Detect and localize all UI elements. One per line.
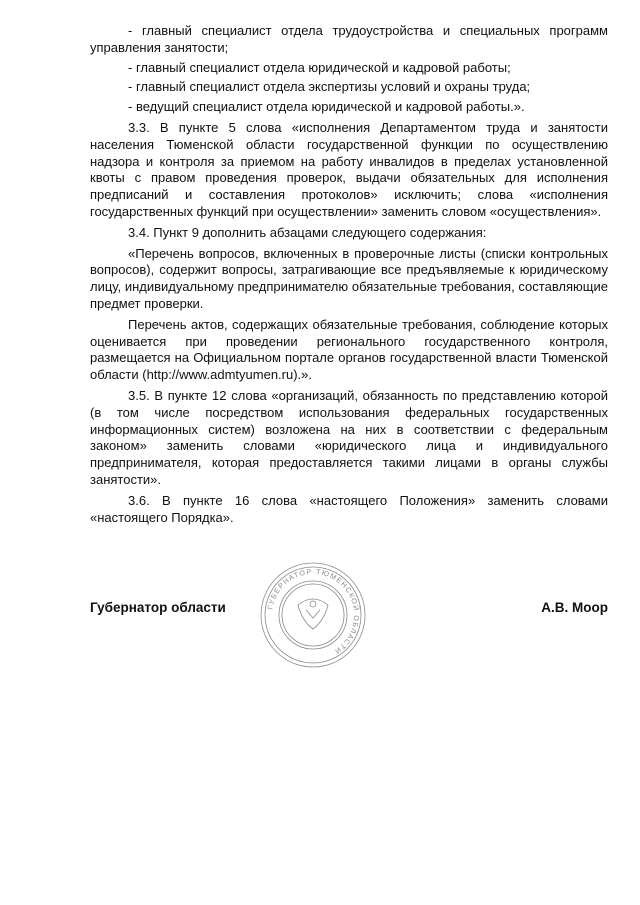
signatory-name: А.В. Моор [541, 600, 608, 615]
paragraph-list-item-3: - главный специалист отдела экспертизы условий и охраны труда; [128, 79, 531, 95]
document-body [90, 23, 608, 526]
paragraph-3-5: 3.5. В пункте 12 слова «организаций, обязанность по представлению которой (в том числе посредством использования федеральных государственных информационных систем) возложена на них в соответствии с федеральным законом» заменить словами «юридического лица и индивидуального предпринимателя, которая предоставляется такими лицами в органы службы занятости». [90, 387, 608, 487]
paragraph-list-item-4: - ведущий специалист отдела юридической и кадровой работы.». [128, 99, 525, 115]
paragraph-3-6: 3.6. В пункте 16 слова «настоящего Положения» заменить словами «настоящего Порядка». [90, 492, 608, 525]
signature-block [90, 600, 608, 620]
paragraph-list-item-1: - главный специалист отдела трудоустройства и специальных программ управления занятости; [90, 23, 608, 55]
seal-ring-text: ГУБЕРНАТОР ТЮМЕНСКОЙ ОБЛАСТИ [265, 566, 362, 657]
paragraph-3-3: 3.3. В пункте 5 слова «исполнения Департаментом труда и занятости населения Тюменской области государственной функции по осуществлению надзора и контроля за приемом на работу инвалидов в пределах установленной квоты с правом проведения проверок, выдачи обязательных для исполнения предписаний и составления протоколов» исключить; слова «исполнения государственных функций при осуществлении» заменить словом «осуществления». [90, 119, 608, 219]
paragraph-list-item-2: - главный специалист отдела юридической и кадровой работы; [128, 59, 511, 75]
signatory-title: Губернатор области [90, 600, 226, 615]
paragraph-checklist-questions: «Перечень вопросов, включенных в проверочные листы (списки контрольных вопросов), содержит вопросы, затрагивающие все предъявляемые к юридическому лицу, индивидуальному предпринимателю обязательные требования, составляющие предмет проверки. [90, 245, 608, 311]
paragraph-3-4: 3.4. Пункт 9 дополнить абзацами следующего содержания: [128, 224, 487, 240]
paragraph-acts-list: Перечень актов, содержащих обязательные требования, соблюдение которых оценивается при проведении регионального государственного контроля, размещается на Официальном портале органов государственной власти Тюменской области (http://www.admtyumen.ru).». [90, 316, 608, 383]
